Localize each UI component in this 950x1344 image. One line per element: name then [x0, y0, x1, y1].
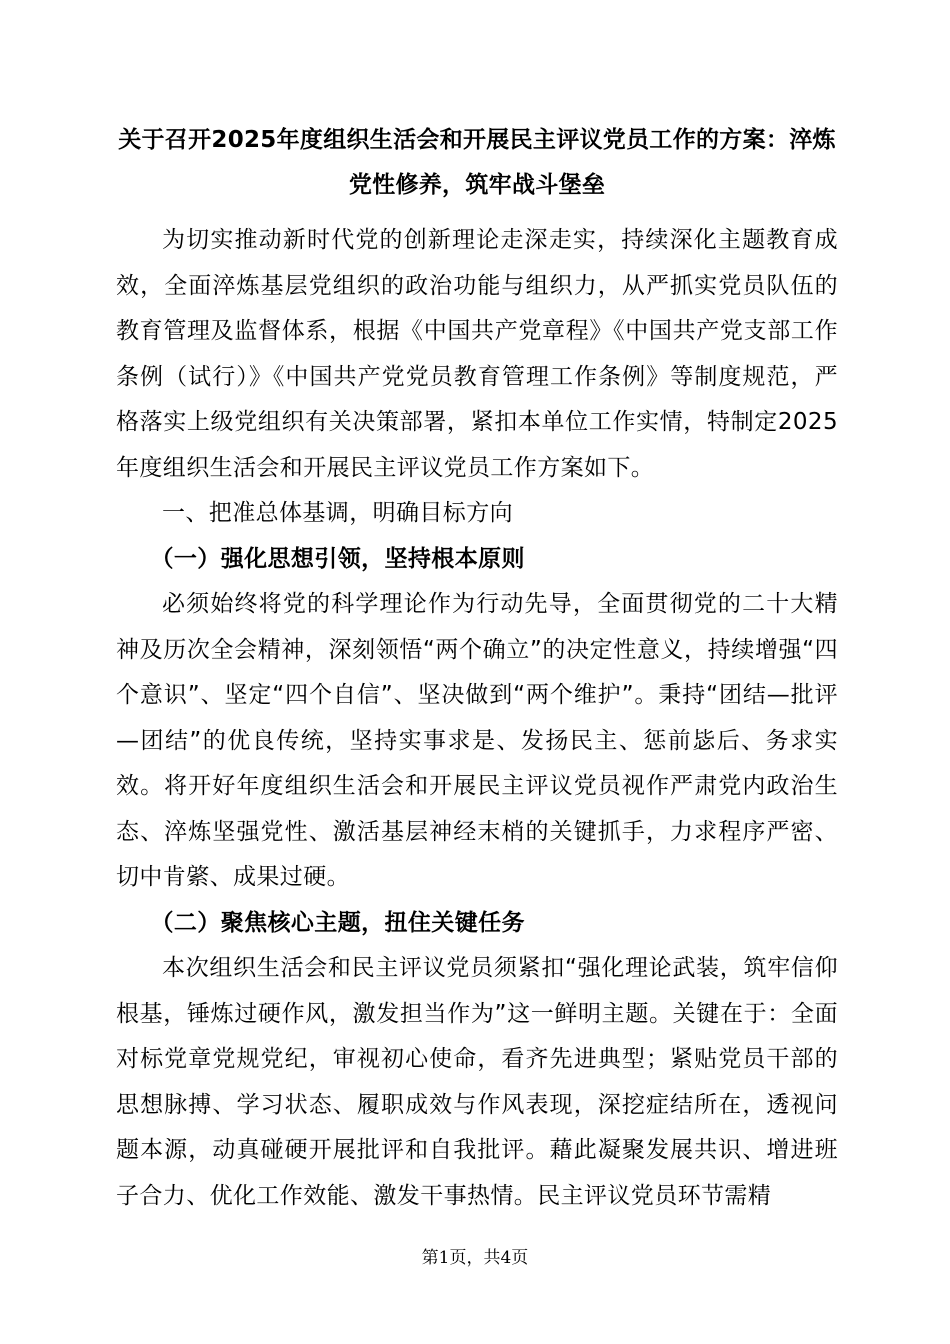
subsection-heading-1: （一）强化思想引领，坚持根本原则	[150, 545, 525, 572]
page-number-footer: 第1页，共4页	[421, 1248, 529, 1268]
document-body	[116, 118, 838, 1219]
intro-paragraph: 为切实推动新时代党的创新理论走深走实，持续深化主题教育成效，全面淬炼基层党组织的政治功能与组织力，从严抓实党员队伍的教育管理及监督体系，根据《中国共产党章程》《中国共产党支部工作条例（试行）》《中国共产党党员教育管理工作条例》等制度规范，严格落实上级党组织有关决策部署，紧扣本单位工作实情，特制定2025年度组织生活会和开展民主评议党员工作方案如下。	[116, 227, 838, 481]
subsection-1-paragraph: 必须始终将党的科学理论作为行动先导，全面贯彻党的二十大精神及历次全会精神，深刻领悟“两个确立”的决定性意义，持续增强“四个意识”、坚定“四个自信”、坚决做到“两个维护”。秉持“团结—批评—团结”的优良传统，坚持实事求是、发扬民主、惩前毖后、务求实效。将开好年度组织生活会和开展民主评议党员视作严肃党内政治生态、淬炼坚强党性、激活基层神经末梢的关键抓手，力求程序严密、切中肯綮、成果过硬。	[116, 591, 838, 890]
subsection-heading-2: （二）聚焦核心主题，扭住关键任务	[150, 909, 525, 936]
section-heading-1: 一、把准总体基调，明确目标方向	[162, 500, 513, 526]
subsection-2-paragraph: 本次组织生活会和民主评议党员须紧扣“强化理论武装，筑牢信仰根基，锤炼过硬作风，激发担当作为”这一鲜明主题。关键在于：全面对标党章党规党纪，审视初心使命，看齐先进典型；紧贴党员干部的思想脉搏、学习状态、履职成效与作风表现，深挖症结所在，透视问题本源，动真碰硬开展批评和自我批评。藉此凝聚发展共识、增进班子合力、优化工作效能、激发干事热情。民主评议党员环节需精	[116, 955, 838, 1209]
document-title: 关于召开2025年度组织生活会和开展民主评议党员工作的方案：淬炼党性修养，筑牢战斗堡垒	[118, 127, 836, 198]
